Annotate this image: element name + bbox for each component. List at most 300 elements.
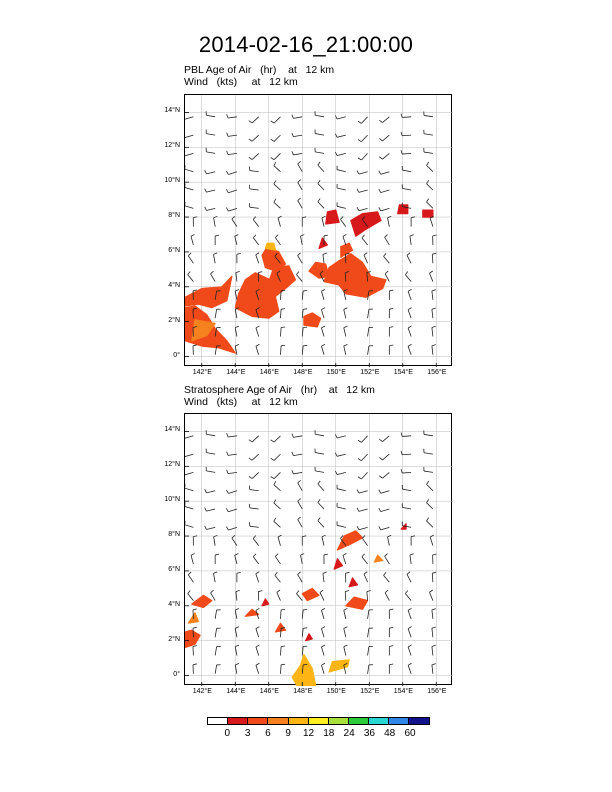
- lat-tick-label: 12°N: [164, 461, 180, 469]
- wind-barb-staff: [427, 184, 433, 190]
- wind-barb-staff: [402, 188, 411, 190]
- wind-barb-flag: [318, 518, 320, 521]
- wind-barb-flag: [298, 161, 301, 164]
- lon-tick-label: 146°E: [259, 688, 279, 695]
- wind-barb-staff: [408, 328, 411, 336]
- wind-barb-flag: [405, 591, 407, 594]
- wind-barb-flag: [256, 326, 259, 328]
- wind-barb-staff: [321, 328, 324, 337]
- wind-barb-staff: [206, 453, 215, 455]
- wind-barb-flag: [249, 476, 252, 478]
- wind-barb-flag: [292, 133, 293, 137]
- lon-tick-label: 150°E: [326, 369, 346, 376]
- wind-barb-staff: [206, 509, 215, 511]
- panel-1-title-line1: PBL Age of Air (hr) at 12 km: [184, 64, 335, 76]
- wind-barb-staff: [410, 555, 411, 564]
- age-of-air-region: [346, 597, 368, 609]
- wind-barb-flag: [258, 591, 262, 592]
- wind-barb-staff: [274, 521, 281, 527]
- wind-barb-staff: [228, 153, 237, 154]
- wind-barb-staff: [293, 153, 302, 155]
- wind-barb-flag: [235, 608, 239, 610]
- panel-1-title-line2: Wind (kts) at 12 km: [184, 76, 298, 88]
- wind-barb-staff: [318, 502, 324, 509]
- wind-barb-flag: [298, 198, 301, 201]
- wind-barb-flag: [271, 476, 274, 478]
- wind-barb-flag: [432, 609, 436, 610]
- wind-barb-staff: [359, 208, 368, 210]
- wind-barb-flag: [281, 664, 285, 665]
- wind-barb-staff: [256, 665, 259, 674]
- wind-barb-staff: [280, 309, 281, 318]
- wind-barb-flag: [249, 157, 252, 159]
- wind-barb-staff: [274, 472, 280, 478]
- wind-barb-flag: [271, 121, 274, 123]
- age-of-air-region: [329, 660, 349, 672]
- wind-barb-flag: [281, 345, 285, 346]
- wind-barb-staff: [337, 153, 346, 155]
- wind-barb-staff: [206, 152, 215, 154]
- wind-barb-flag: [389, 664, 393, 665]
- wind-barb-flag: [401, 150, 402, 154]
- wind-barb-flag: [298, 499, 301, 502]
- wind-barb-flag: [379, 207, 381, 211]
- wind-barb-flag: [379, 526, 381, 530]
- wind-barb-staff: [361, 454, 367, 461]
- wind-barb-staff: [318, 183, 324, 190]
- wind-barb-staff: [215, 628, 216, 637]
- wind-barb-flag: [401, 114, 402, 118]
- wind-barb-flag: [193, 609, 197, 610]
- wind-barb-flag: [429, 590, 432, 592]
- wind-barb-staff: [293, 472, 302, 474]
- wind-barb-staff: [214, 254, 216, 263]
- age-of-air-region: [306, 634, 313, 641]
- wind-barb-flag: [379, 476, 382, 478]
- wind-barb-flag: [321, 326, 325, 328]
- wind-barb-staff: [382, 436, 389, 442]
- lon-tick-label: 142°E: [192, 369, 212, 376]
- wind-barb-flag: [193, 646, 197, 647]
- wind-barb-flag: [357, 490, 359, 494]
- wind-barb-staff: [191, 236, 193, 245]
- wind-barb-flag: [249, 458, 252, 460]
- wind-barb-flag: [385, 271, 388, 274]
- wind-barb-staff: [293, 436, 302, 438]
- wind-barb-flag: [292, 151, 293, 155]
- wind-barb-flag: [379, 138, 382, 140]
- wind-barb-staff: [402, 170, 411, 172]
- wind-barb-staff: [359, 190, 368, 192]
- wind-barb-staff: [361, 135, 367, 142]
- lon-tick-label: 152°E: [360, 369, 380, 376]
- wind-barb-staff: [301, 236, 303, 245]
- wind-barb-flag: [211, 590, 214, 593]
- wind-barb-staff: [430, 218, 433, 227]
- wind-barb-staff: [275, 238, 280, 245]
- wind-barb-flag: [384, 253, 386, 256]
- wind-barb-staff: [345, 592, 346, 601]
- wind-barb-flag: [432, 253, 436, 254]
- wind-barb-staff: [228, 117, 237, 118]
- wind-barb-staff: [298, 483, 303, 491]
- lon-tick-label: 144°E: [226, 688, 246, 695]
- wind-barb-staff: [228, 135, 237, 136]
- wind-barb-flag: [211, 271, 214, 274]
- wind-barb-flag: [345, 572, 349, 573]
- colorbar-swatch: [349, 718, 369, 724]
- wind-barb-staff: [280, 665, 281, 674]
- wind-barb-flag: [249, 139, 252, 141]
- wind-barb-flag: [318, 499, 320, 502]
- wind-barb-staff: [432, 628, 433, 637]
- wind-barb-flag: [188, 271, 191, 274]
- wind-barb-flag: [389, 327, 393, 328]
- wind-barb-flag: [358, 121, 361, 123]
- wind-barb-staff: [228, 208, 237, 211]
- wind-barb-flag: [292, 115, 293, 119]
- figure-title: 2014-02-16_21:00:00: [198, 32, 414, 57]
- wind-barb-staff: [185, 169, 193, 172]
- wind-barb-staff: [388, 537, 390, 546]
- lon-tick-label: 148°E: [293, 688, 313, 695]
- wind-barb-staff: [424, 453, 433, 454]
- wind-barb-staff: [280, 328, 281, 337]
- wind-barb-staff: [364, 574, 368, 582]
- wind-barb-staff: [368, 665, 369, 674]
- wind-barb-flag: [235, 344, 239, 346]
- wind-barb-staff: [215, 610, 216, 619]
- colorbar-label: 18: [323, 728, 335, 739]
- wind-barb-flag: [205, 207, 207, 211]
- wind-barb-staff: [321, 610, 324, 619]
- wind-barb-staff: [424, 134, 433, 135]
- age-of-air-region: [304, 313, 321, 327]
- wind-barb-staff: [427, 165, 433, 171]
- wind-barb-staff: [206, 134, 215, 136]
- wind-barb-staff: [432, 573, 433, 582]
- wind-barb-staff: [432, 254, 433, 263]
- wind-barb-staff: [427, 202, 433, 208]
- wind-barb-flag: [271, 458, 274, 460]
- wind-barb-flag: [296, 591, 298, 594]
- wind-barb-staff: [424, 471, 433, 472]
- wind-barb-staff: [206, 115, 215, 117]
- wind-barb-flag: [237, 572, 241, 573]
- wind-barb-staff: [275, 557, 280, 564]
- wind-barb-staff: [215, 647, 216, 656]
- wind-barb-staff: [402, 436, 411, 437]
- wind-barb-flag: [298, 572, 301, 575]
- colorbar: [207, 717, 430, 725]
- wind-barb-staff: [215, 665, 216, 674]
- wind-barb-staff: [424, 152, 433, 153]
- wind-barb-flag: [232, 535, 235, 538]
- wind-barb-staff: [185, 506, 193, 509]
- wind-barb-flag: [292, 452, 293, 456]
- wind-barb-staff: [318, 484, 324, 491]
- wind-barb-staff: [274, 117, 280, 123]
- wind-barb-flag: [226, 171, 228, 174]
- wind-barb-flag: [281, 609, 285, 610]
- wind-barb-flag: [256, 253, 259, 255]
- wind-barb-flag: [275, 572, 278, 575]
- wind-barb-flag: [214, 572, 218, 574]
- wind-barb-flag: [258, 272, 262, 273]
- lat-tick-label: 14°N: [164, 107, 180, 115]
- wind-barb-staff: [232, 538, 237, 545]
- wind-barb-staff: [293, 454, 302, 456]
- wind-barb-staff: [236, 273, 237, 282]
- wind-barb-staff: [185, 436, 193, 439]
- wind-barb-flag: [389, 308, 393, 309]
- wind-barb-staff: [274, 503, 281, 509]
- wind-barb-staff: [321, 629, 324, 638]
- lon-tick-label: 152°E: [360, 688, 380, 695]
- wind-barb-flag: [275, 235, 278, 238]
- wind-barb-staff: [322, 537, 324, 546]
- wind-barb-staff: [384, 575, 390, 582]
- wind-barb-staff: [381, 190, 390, 193]
- wind-barb-staff: [185, 525, 193, 528]
- panel-2-title-line1: Stratosphere Age of Air (hr) at 12 km: [184, 384, 375, 396]
- lat-tick-label: 6°N: [168, 246, 180, 254]
- wind-barb-staff: [322, 218, 324, 227]
- wind-barb-staff: [344, 628, 346, 637]
- wind-barb-staff: [345, 273, 346, 282]
- wind-barb-staff: [408, 346, 411, 354]
- wind-barb-flag: [358, 459, 361, 461]
- wind-barb-flag: [235, 663, 239, 665]
- wind-barb-staff: [253, 238, 258, 245]
- lat-tick-label: 8°N: [168, 531, 180, 539]
- wind-barb-staff: [382, 135, 389, 141]
- wind-barb-staff: [274, 135, 280, 141]
- wind-barb-staff: [274, 184, 281, 190]
- wind-barb-flag: [433, 554, 437, 555]
- wind-barb-staff: [407, 574, 411, 582]
- wind-barb-staff: [185, 153, 193, 156]
- wind-barb-flag: [281, 628, 285, 629]
- wind-barb-flag: [408, 344, 411, 346]
- wind-barb-staff: [367, 592, 368, 601]
- wind-barb-staff: [228, 172, 237, 175]
- wind-barb-staff: [359, 527, 368, 529]
- wind-barb-staff: [318, 165, 324, 172]
- wind-barb-flag: [427, 162, 429, 165]
- wind-barb-staff: [361, 472, 367, 479]
- wind-barb-staff: [337, 188, 346, 190]
- wind-barb-flag: [321, 627, 325, 629]
- wind-barb-staff: [228, 472, 237, 473]
- wind-barb-staff: [298, 501, 303, 509]
- lon-tick-label: 142°E: [192, 688, 212, 695]
- colorbar-swatch: [289, 718, 309, 724]
- wind-barb-staff: [427, 521, 433, 527]
- wind-barb-flag: [271, 139, 274, 141]
- wind-barb-flag: [321, 663, 325, 665]
- lat-tick-label: 14°N: [164, 426, 180, 434]
- wind-barb-flag: [401, 132, 402, 136]
- wind-barb-staff: [228, 454, 237, 455]
- wind-barb-staff: [250, 171, 259, 172]
- wind-barb-flag: [205, 170, 207, 174]
- wind-barb-staff: [337, 135, 346, 137]
- wind-barb-flag: [357, 189, 359, 193]
- wind-barb-flag: [253, 235, 256, 238]
- wind-barb-staff: [432, 665, 433, 674]
- wind-barb-flag: [227, 470, 228, 474]
- wind-barb-staff: [368, 647, 369, 656]
- wind-barb-flag: [408, 645, 411, 647]
- wind-barb-flag: [432, 572, 436, 573]
- wind-barb-staff: [402, 117, 411, 118]
- wind-barb-staff: [315, 453, 324, 455]
- wind-barb-flag: [401, 451, 402, 455]
- wind-barb-staff: [368, 309, 369, 318]
- wind-barb-flag: [226, 208, 228, 211]
- wind-barb-flag: [320, 590, 323, 592]
- wind-barb-flag: [205, 526, 207, 530]
- lat-tick-label: 4°N: [168, 281, 180, 289]
- age-of-air-region: [326, 210, 339, 224]
- lon-tick-label: 154°E: [393, 369, 413, 376]
- age-of-air-region: [374, 555, 382, 562]
- wind-barb-staff: [321, 310, 324, 319]
- wind-barb-flag: [389, 345, 393, 346]
- wind-barb-staff: [188, 256, 193, 263]
- wind-barb-staff: [410, 236, 411, 245]
- wind-barb-flag: [188, 572, 191, 575]
- wind-barb-flag: [429, 271, 432, 273]
- wind-barb-staff: [256, 647, 259, 656]
- wind-barb-staff: [361, 117, 367, 124]
- wind-barb-staff: [185, 206, 193, 209]
- wind-barb-flag: [188, 253, 191, 256]
- wind-barb-staff: [185, 187, 193, 190]
- wind-barb-staff: [252, 135, 259, 141]
- map-svg: [185, 95, 453, 367]
- wind-barb-flag: [432, 645, 436, 646]
- wind-barb-flag: [205, 508, 207, 512]
- wind-barb-staff: [293, 135, 302, 137]
- panel-2-title-line2: Wind (kts) at 12 km: [184, 396, 298, 408]
- wind-barb-staff: [298, 164, 303, 172]
- wind-barb-flag: [226, 527, 228, 530]
- wind-barb-flag: [410, 235, 414, 236]
- wind-barb-staff: [321, 291, 324, 300]
- wind-barb-flag: [344, 627, 348, 629]
- wind-barb-flag: [362, 554, 365, 557]
- wind-barb-staff: [188, 275, 194, 282]
- colorbar-swatch: [329, 718, 349, 724]
- wind-barb-flag: [256, 344, 259, 346]
- wind-barb-staff: [280, 346, 281, 355]
- wind-barb-flag: [379, 508, 381, 512]
- wind-barb-flag: [432, 290, 436, 291]
- wind-barb-flag: [323, 572, 327, 573]
- wind-barb-staff: [368, 328, 369, 337]
- stratosphere-age-map: [184, 413, 452, 685]
- wind-barb-staff: [340, 219, 345, 226]
- wind-barb-flag: [358, 158, 361, 160]
- wind-barb-staff: [429, 273, 432, 281]
- colorbar-swatch: [228, 718, 248, 724]
- wind-barb-staff: [228, 190, 237, 193]
- wind-barb-flag: [357, 207, 359, 211]
- wind-barb-staff: [408, 629, 411, 637]
- wind-barb-flag: [408, 627, 411, 629]
- wind-barb-flag: [385, 590, 388, 593]
- wind-barb-flag: [324, 235, 328, 236]
- wind-barb-staff: [402, 489, 411, 491]
- age-of-air-region: [292, 655, 316, 686]
- wind-barb-flag: [274, 518, 276, 521]
- wind-barb-flag: [298, 480, 301, 483]
- wind-barb-staff: [253, 557, 258, 564]
- wind-barb-flag: [191, 234, 195, 236]
- wind-barb-staff: [298, 256, 303, 264]
- wind-barb-flag: [410, 554, 414, 555]
- wind-barb-staff: [362, 238, 368, 245]
- wind-barb-staff: [278, 537, 280, 546]
- wind-barb-staff: [296, 594, 302, 601]
- wind-barb-staff: [315, 152, 324, 154]
- wind-barb-staff: [185, 454, 193, 457]
- wind-barb-flag: [253, 554, 256, 557]
- wind-barb-flag: [389, 646, 393, 647]
- wind-barb-staff: [368, 610, 369, 619]
- colorbar-swatch: [369, 718, 389, 724]
- wind-barb-staff: [298, 520, 303, 528]
- pbl-age-map: [184, 94, 452, 366]
- wind-barb-flag: [292, 470, 293, 474]
- wind-barb-staff: [206, 491, 215, 493]
- wind-barb-staff: [321, 665, 324, 674]
- wind-barb-flag: [344, 608, 348, 610]
- wind-barb-flag: [433, 235, 437, 236]
- age-of-air-region: [265, 243, 275, 250]
- wind-barb-staff: [250, 207, 259, 208]
- wind-barb-staff: [185, 117, 193, 120]
- wind-barb-staff: [408, 291, 411, 299]
- wind-barb-staff: [214, 573, 216, 582]
- wind-barb-flag: [214, 253, 218, 255]
- wind-barb-staff: [228, 527, 237, 530]
- wind-barb-flag: [318, 199, 320, 202]
- wind-barb-flag: [379, 189, 381, 193]
- wind-barb-flag: [318, 180, 320, 183]
- lat-tick-label: 0°: [173, 670, 180, 678]
- wind-barb-staff: [402, 507, 411, 509]
- wind-barb-flag: [427, 518, 429, 521]
- wind-barb-flag: [358, 440, 361, 442]
- wind-barb-staff: [364, 255, 368, 263]
- wind-barb-staff: [344, 346, 346, 355]
- wind-barb-flag: [318, 481, 320, 484]
- wind-barb-staff: [432, 291, 433, 300]
- wind-barb-flag: [321, 308, 325, 310]
- age-of-air-region: [262, 599, 269, 606]
- wind-barb-staff: [252, 454, 259, 460]
- map-svg: [185, 414, 453, 686]
- wind-barb-staff: [274, 436, 280, 442]
- age-of-air-region: [185, 630, 200, 647]
- lon-tick-label: 154°E: [393, 688, 413, 695]
- wind-barb-flag: [226, 508, 228, 511]
- wind-barb-staff: [408, 310, 411, 318]
- wind-barb-flag: [432, 345, 436, 346]
